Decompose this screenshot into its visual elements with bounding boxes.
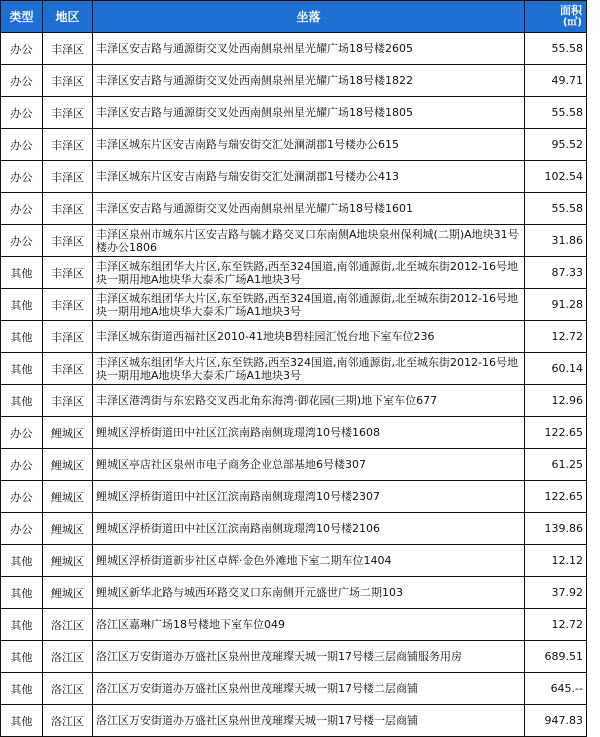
cell-address: 丰泽区泉州市城东片区安吉路与毓才路交叉口东南侧A地块泉州保利城(二期)A地块31号楼办公1806 — [93, 225, 525, 257]
table-row — [1, 353, 587, 385]
cell-type: 其他 — [1, 321, 43, 353]
cell-address: 丰泽区城东组团华大片区,东至铁路,西至324国道,南邻通源街,北至城东街2012-16号地块一期用地A地块华大泰禾广场A1地块3号 — [93, 289, 525, 321]
cell-area: 31.86 — [525, 225, 587, 257]
cell-type: 办公 — [1, 225, 43, 257]
cell-type: 其他 — [1, 577, 43, 609]
cell-district: 洛江区 — [43, 705, 93, 737]
table-row — [1, 513, 587, 545]
cell-district: 丰泽区 — [43, 193, 93, 225]
cell-district: 鲤城区 — [43, 577, 93, 609]
cell-address: 丰泽区城东片区安吉南路与瑞安街交汇处澜湖郡1号楼办公615 — [93, 129, 525, 161]
table-row — [1, 641, 587, 673]
cell-district: 丰泽区 — [43, 289, 93, 321]
cell-type: 其他 — [1, 257, 43, 289]
cell-area: 122.65 — [525, 481, 587, 513]
cell-type: 办公 — [1, 481, 43, 513]
cell-address: 丰泽区安吉路与通源街交叉处西南侧泉州星光耀广场18号楼1805 — [93, 97, 525, 129]
cell-type: 其他 — [1, 353, 43, 385]
cell-area: 37.92 — [525, 577, 587, 609]
cell-area: 12.72 — [525, 609, 587, 641]
cell-area: 91.28 — [525, 289, 587, 321]
cell-address: 丰泽区城东组团华大片区,东至铁路,西至324国道,南邻通源街,北至城东街2012-16号地块一期用地A地块华大泰禾广场A1地块3号 — [93, 257, 525, 289]
cell-area: 60.14 — [525, 353, 587, 385]
header-area-unit: (㎡) — [562, 16, 582, 28]
table-row — [1, 545, 587, 577]
cell-area: 95.52 — [525, 129, 587, 161]
cell-type: 办公 — [1, 97, 43, 129]
cell-address: 丰泽区安吉路与通源街交叉处西南侧泉州星光耀广场18号楼1822 — [93, 65, 525, 97]
cell-type: 办公 — [1, 513, 43, 545]
cell-area: 947.83 — [525, 705, 587, 737]
cell-type: 办公 — [1, 449, 43, 481]
cell-address: 丰泽区港湾街与东宏路交叉西北角东海湾·御花园(三期)地下室车位677 — [93, 385, 525, 417]
cell-area: 55.58 — [525, 97, 587, 129]
cell-address: 鲤城区新华北路与城西环路交叉口东南侧开元盛世广场二期103 — [93, 577, 525, 609]
table-row — [1, 33, 587, 65]
cell-area: 55.58 — [525, 33, 587, 65]
table-row — [1, 385, 587, 417]
cell-district: 丰泽区 — [43, 65, 93, 97]
cell-type: 其他 — [1, 609, 43, 641]
table-row — [1, 161, 587, 193]
cell-address: 鲤城区浮桥街道新步社区卓辉·金色外滩地下室二期车位1404 — [93, 545, 525, 577]
cell-area: 12.72 — [525, 321, 587, 353]
cell-address: 洛江区万安街道办万盛社区泉州世茂璀璨天城一期17号楼三层商铺服务用房 — [93, 641, 525, 673]
table-row — [1, 289, 587, 321]
cell-area: 12.12 — [525, 545, 587, 577]
header-district: 地区 — [43, 1, 93, 33]
header-area — [525, 1, 587, 33]
cell-type: 办公 — [1, 33, 43, 65]
table-row — [1, 321, 587, 353]
table-row — [1, 97, 587, 129]
cell-area: 12.96 — [525, 385, 587, 417]
cell-district: 丰泽区 — [43, 321, 93, 353]
header-area-label: 面积 — [560, 3, 582, 17]
cell-district: 丰泽区 — [43, 33, 93, 65]
header-type: 类型 — [1, 1, 43, 33]
cell-district: 丰泽区 — [43, 97, 93, 129]
cell-address: 洛江区万安街道办万盛社区泉州世茂璀璨天城一期17号楼二层商铺 — [93, 673, 525, 705]
cell-district: 鲤城区 — [43, 481, 93, 513]
cell-address: 洛江区嘉琳广场18号楼地下室车位049 — [93, 609, 525, 641]
cell-district: 丰泽区 — [43, 385, 93, 417]
cell-area: 87.33 — [525, 257, 587, 289]
cell-address: 丰泽区城东街道西福社区2010-41地块B碧桂园汇悦台地下室车位236 — [93, 321, 525, 353]
cell-type: 办公 — [1, 161, 43, 193]
cell-district: 鲤城区 — [43, 449, 93, 481]
cell-address: 丰泽区城东组团华大片区,东至铁路,西至324国道,南邻通源街,北至城东街2012-16号地块一期用地A地块华大泰禾广场A1地块3号 — [93, 353, 525, 385]
cell-district: 鲤城区 — [43, 513, 93, 545]
cell-area: 61.25 — [525, 449, 587, 481]
cell-type: 办公 — [1, 193, 43, 225]
cell-type: 办公 — [1, 417, 43, 449]
table-row — [1, 705, 587, 737]
cell-district: 洛江区 — [43, 641, 93, 673]
cell-district: 鲤城区 — [43, 545, 93, 577]
cell-district: 洛江区 — [43, 673, 93, 705]
cell-address: 丰泽区城东片区安吉南路与瑞安街交汇处澜湖郡1号楼办公413 — [93, 161, 525, 193]
table-row — [1, 65, 587, 97]
cell-district: 鲤城区 — [43, 417, 93, 449]
table-row — [1, 417, 587, 449]
table-row — [1, 449, 587, 481]
cell-address: 鲤城区浮桥街道田中社区江滨南路南侧珑璟湾10号楼2106 — [93, 513, 525, 545]
cell-type: 其他 — [1, 385, 43, 417]
cell-area: 689.51 — [525, 641, 587, 673]
table-row — [1, 577, 587, 609]
cell-type: 其他 — [1, 673, 43, 705]
header-address: 坐落 — [93, 1, 525, 33]
cell-address: 鲤城区亭店社区泉州市电子商务企业总部基地6号楼307 — [93, 449, 525, 481]
cell-address: 丰泽区安吉路与通源街交叉处西南侧泉州星光耀广场18号楼1601 — [93, 193, 525, 225]
table-row — [1, 193, 587, 225]
cell-area: 102.54 — [525, 161, 587, 193]
cell-type: 办公 — [1, 65, 43, 97]
cell-address: 丰泽区安吉路与通源街交叉处西南侧泉州星光耀广场18号楼2605 — [93, 33, 525, 65]
cell-type: 其他 — [1, 545, 43, 577]
cell-area: 49.71 — [525, 65, 587, 97]
table-row — [1, 129, 587, 161]
table-row — [1, 225, 587, 257]
cell-area: 139.86 — [525, 513, 587, 545]
table-header-row — [1, 1, 587, 33]
cell-type: 办公 — [1, 129, 43, 161]
cell-district: 丰泽区 — [43, 161, 93, 193]
cell-type: 其他 — [1, 705, 43, 737]
cell-address: 鲤城区浮桥街道田中社区江滨南路南侧珑璟湾10号楼1608 — [93, 417, 525, 449]
table-row — [1, 673, 587, 705]
cell-address: 鲤城区浮桥街道田中社区江滨南路南侧珑璟湾10号楼2307 — [93, 481, 525, 513]
table-row — [1, 481, 587, 513]
table-row — [1, 609, 587, 641]
cell-district: 丰泽区 — [43, 129, 93, 161]
cell-district: 丰泽区 — [43, 225, 93, 257]
cell-area: 122.65 — [525, 417, 587, 449]
cell-district: 洛江区 — [43, 609, 93, 641]
cell-district: 丰泽区 — [43, 257, 93, 289]
cell-type: 其他 — [1, 289, 43, 321]
cell-address: 洛江区万安街道办万盛社区泉州世茂璀璨天城一期17号楼一层商铺 — [93, 705, 525, 737]
cell-area: 645.-- — [525, 673, 587, 705]
table-row — [1, 257, 587, 289]
cell-area: 55.58 — [525, 193, 587, 225]
cell-type: 其他 — [1, 641, 43, 673]
cell-district: 丰泽区 — [43, 353, 93, 385]
